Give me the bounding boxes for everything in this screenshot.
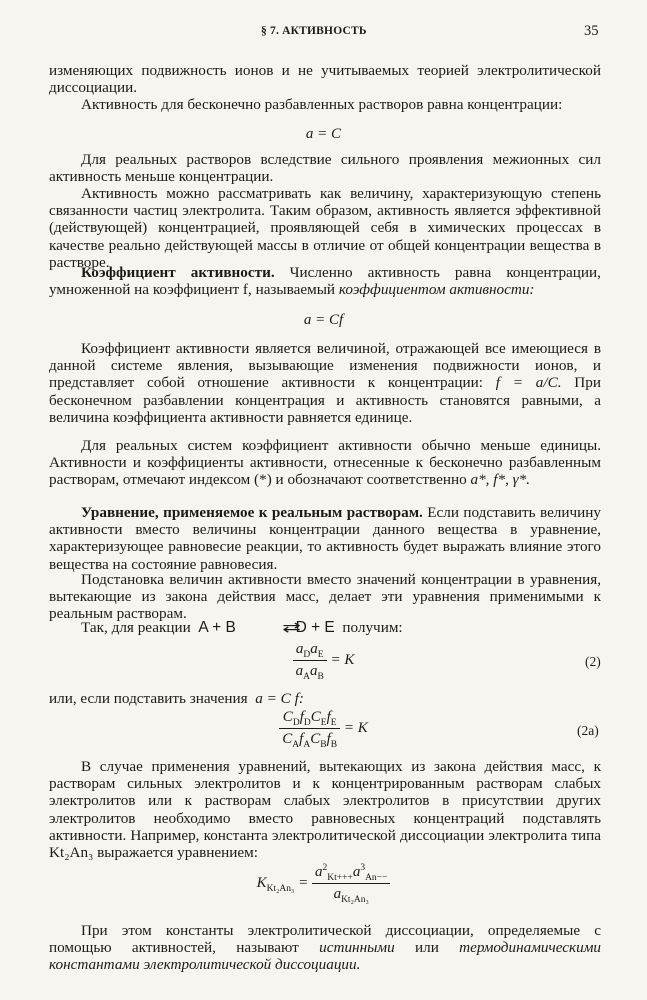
equation-kt2an3-denominator: $a_{Kt_2An_3}$ — [333, 886, 369, 905]
equation-2a — [0, 709, 647, 748]
equation-2-rhs: = K — [330, 651, 355, 668]
equation-2a-rhs: = K — [343, 719, 368, 736]
equation-2-label: (2) — [585, 654, 601, 669]
equation-2a-numerator: $C_Df_DC_Ef_E$ — [279, 709, 340, 729]
paragraph-5-text: Численно активность равна концентрации, умноженной на коэффициент f, называемый — [49, 264, 601, 299]
paragraph-6-text-a: Коэффициент активности является величиной, отражающей все имеющиеся в данной системе явления, вызывающие изменения подвижности ионов, и представляет собой отношение активности к концентрации: — [49, 340, 601, 392]
equation-2 — [0, 641, 647, 680]
paragraph-12: В случае применения уравнений, вытекающих из закона действия масс, к растворам сильных электролитов и к концентрированным растворам слабых электролитов или к растворам слабых электролитов в присутствии других электролитов необходимо вместо равновесных концентраций подставлять активности. Например, константа электролитической диссоциации электролита типа Kt₂An₃ выражается уравнением: — [49, 758, 601, 862]
paragraph-13 — [49, 922, 601, 974]
paragraph-10 — [49, 619, 601, 637]
paragraph-5 — [49, 264, 601, 298]
paragraph-13-text-b: или — [394, 939, 460, 957]
paragraph-6-text-b: При бесконечном разбавлении концентрация и активность становятся равными, а величина коэффициента активности равняется единице. — [49, 374, 601, 426]
paragraph-10-text-b: получим: — [342, 619, 403, 636]
paragraph-6 — [49, 340, 601, 426]
paragraph-7-text: Для реальных систем коэффициент активности обычно меньше единицы. Активности и коэффициенты активности, отнесенные к бесконечно разбавленным растворам, отмечают индексом (*) и обозначают соответственно — [49, 437, 601, 489]
term-thermodynamic-constants: термодинамическими константами электролитической диссоциации. — [49, 939, 602, 974]
section-heading-activity-coefficient: Коэффициент активности. — [81, 264, 275, 281]
paragraph-5-italic: коэффициентом активности: — [338, 281, 535, 299]
equation-kt2an3-numerator: $a^2_{Kt+++}a^3_{An--}$ — [312, 864, 390, 884]
paragraph-9: Подстановка величин активности вместо значений концентрации в уравнения, вытекающие из закона действия масс, делает эти уравнения применимыми к реальным растворам. — [49, 571, 601, 623]
paragraph-7-symbols: a*, f*, γ*. — [470, 471, 531, 489]
reaction-left: A + B — [198, 619, 236, 636]
equation-2a-fraction — [279, 709, 340, 748]
paragraph-8-text: Если подставить величину активности вместо величины концентрации данного вещества в уравнение, характеризующее равновесие реакции, то активность будет выражать влияние этого вещества на состояние равновесия. — [49, 504, 602, 573]
equation-a-equals-c: a = C — [305, 126, 342, 142]
formula-a-equals-cf: a = C f: — [255, 690, 304, 707]
paragraph-1: изменяющих подвижность ионов и не учитываемых теорией электролитической диссоциации. — [49, 62, 601, 97]
equation-2-fraction — [293, 641, 327, 680]
equation-2-numerator: $a_Da_E$ — [293, 641, 327, 661]
paragraph-3: Для реальных растворов вследствие сильного проявления межионных сил активность меньше концентрации. — [49, 151, 601, 186]
equation-2a-denominator: $C_Af_AC_Bf_B$ — [282, 731, 338, 750]
page-number: 35 — [584, 23, 599, 39]
equation-kt2an3 — [0, 864, 647, 903]
equation-kt2an3-fraction — [312, 864, 390, 903]
equation-kt2an3-lhs: $K_{Kt_2An_3}$ = — [256, 874, 309, 894]
paragraph-7 — [49, 437, 601, 489]
paragraph-13-text-a: При этом константы электролитической диссоциации, определяемые с помощью активностей, называют — [49, 922, 601, 957]
equation-2a-label: (2a) — [577, 723, 599, 738]
page-header — [0, 23, 647, 43]
paragraph-11 — [49, 690, 601, 707]
paragraph-10-text-a: Так, для реакции — [81, 619, 191, 636]
section-heading-real-solutions: Уравнение, применяемое к реальным растворам. — [81, 504, 423, 521]
paragraph-8 — [49, 504, 601, 573]
reaction-right: D + E — [295, 619, 335, 636]
term-true-constants: истинными — [319, 939, 395, 957]
equilibrium-arrow-icon: ⇄ — [281, 620, 301, 636]
paragraph-2: Активность для бесконечно разбавленных растворов равна концентрации: — [81, 96, 563, 113]
equation-a-equals-cf: a = Cf — [303, 312, 344, 328]
formula-f-equals-a-over-c: f = a/C. — [495, 374, 562, 392]
paragraph-11-text: или, если подставить значения — [49, 690, 248, 707]
paragraph-4: Активность можно рассматривать как величину, характеризующую степень связанности частиц электролита. Таким образом, активность является эффективной (действующей) концентрацией, проявляющей себя в химических процессах в качестве реально действующей массы в отличие от общей концентрации вещества в растворе. — [49, 185, 601, 271]
equation-2-denominator: $a_Aa_B$ — [295, 663, 324, 682]
running-title: § 7. АКТИВНОСТЬ — [261, 25, 367, 37]
